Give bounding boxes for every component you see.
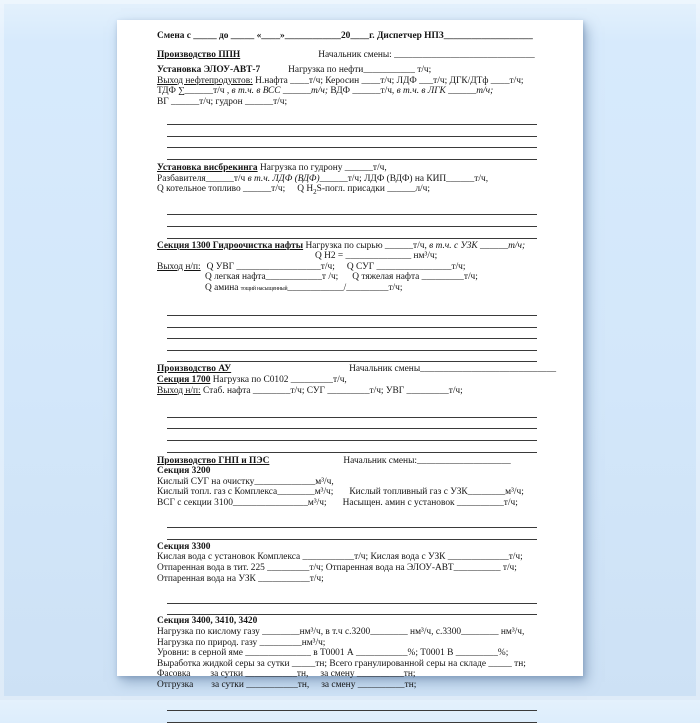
kisly-sug-line — [157, 477, 543, 488]
text-segment: ТДФ ∑______т/ч , — [157, 86, 232, 97]
section-gap — [157, 396, 543, 406]
text-segment: ______т/ч; ЛДФ (ВДФ) на КИП______т/ч, — [319, 173, 489, 184]
text-segment: S-погл. присадки ______л/ч; — [316, 184, 430, 195]
inline-spacer — [269, 462, 343, 463]
h2-line — [157, 251, 543, 262]
text-segment: Выход н/п: — [157, 261, 201, 272]
text-segment: Нагрузка по сырью ______т/ч, — [303, 240, 430, 251]
form-content — [157, 31, 557, 690]
text-segment: в т.ч. в ЛГК ______т/ч; — [396, 86, 494, 97]
write-in-line — [167, 406, 537, 418]
otparennaya-voda-line — [157, 563, 543, 574]
text-segment: Установка ЭЛОУ-АВТ-7 — [157, 65, 261, 76]
text-segment: Секция 1700 — [157, 375, 211, 386]
nafta-line — [157, 272, 543, 283]
write-in-line — [167, 215, 537, 227]
text-segment: Кислый топл. газ с Комплекса________м³/ч; — [157, 487, 334, 498]
text-segment: Секция 1300 Гидроочистка нафты — [157, 240, 304, 251]
shift-header-line — [157, 31, 543, 42]
write-in-line — [167, 441, 537, 453]
production-ppn-line — [157, 50, 543, 61]
text-segment: за смену __________тн; — [320, 669, 416, 680]
text-segment: Q легкая нафта____________т /ч; — [205, 272, 339, 283]
write-in-line — [167, 204, 537, 216]
text-segment: Кислый СУГ на очистку_____________м³/ч, — [157, 476, 334, 487]
kisly-gazu-line — [157, 627, 543, 638]
write-in-line — [167, 114, 537, 126]
fasovka-line — [157, 669, 543, 680]
text-segment: ВГ ______т/ч; гудрон ______т/ч; — [157, 96, 288, 107]
section-gap — [157, 584, 543, 592]
production-au-line — [157, 364, 557, 375]
kisly-gaz-line — [157, 487, 543, 498]
write-in-line — [167, 592, 537, 604]
kislaya-voda-line — [157, 552, 543, 563]
sekciya-3300-title — [157, 542, 543, 553]
inline-spacer — [309, 686, 321, 687]
text-segment: Начальник смены: ______________________________ — [318, 49, 535, 60]
write-in-line — [167, 711, 537, 723]
text-segment: Фасовка — [157, 669, 191, 680]
production-gnp-pes-line — [157, 456, 543, 467]
inline-spacer — [285, 190, 297, 191]
text-segment: ВДФ ______т/ч, — [328, 86, 397, 97]
text-segment: Q H2 = ______________ нм³/ч; — [315, 251, 438, 262]
write-in-line — [167, 604, 537, 616]
section-gap — [157, 42, 543, 50]
write-in-line — [167, 517, 537, 529]
section-gap — [157, 509, 543, 517]
text-segment: Н.нафта ____т/ч; Керосин ____т/ч; ЛДФ ___т/ч; ДГК/ДТф ____т/ч; — [252, 75, 524, 86]
text-segment: за сутки ___________тн, — [210, 669, 309, 680]
text-segment: Производство АУ — [157, 364, 232, 375]
elou-avt7-line — [157, 65, 543, 76]
text-segment: Выход нефтепродуктов: — [157, 75, 253, 86]
text-segment: Разбавителя______т/ч — [157, 173, 248, 184]
inline-spacer — [333, 493, 349, 494]
text-segment: Q амина — [205, 282, 241, 293]
razbavitel-line — [157, 174, 543, 185]
sekciya-3400-title — [157, 616, 543, 627]
text-segment: Кислый топливный газ с УЗК________м³/ч; — [349, 487, 524, 498]
text-segment: Уровни: в серной яме ______________ в Т0001 А ___________%; Т0001 В _________%; — [157, 648, 509, 659]
inline-spacer — [231, 370, 349, 371]
prirod-gazu-line — [157, 638, 543, 649]
text-segment: Секция 3400, 3410, 3420 — [157, 616, 258, 627]
text-segment: Отгрузка — [157, 679, 194, 690]
text-segment: Нагрузка по С0102 _________т/ч, — [210, 375, 347, 386]
text-segment: Смена с _____ до _____ «____»____________20____г. Диспетчер НПЗ___________________ — [157, 31, 533, 41]
write-in-line — [167, 429, 537, 441]
text-segment: Секция 3200 — [157, 466, 211, 477]
write-in-line — [167, 699, 537, 711]
text-segment: Выход н/п: — [157, 385, 201, 396]
inline-spacer — [335, 268, 347, 269]
text-segment: Кислая вода с установок Комплекса ___________т/ч; Кислая вода с УЗК _____________т/ч; — [157, 552, 523, 563]
text-segment: Установка висбрекинга — [157, 162, 258, 173]
text-segment: тощий насыщенный — [240, 285, 288, 292]
text-segment: Производство ГНП и ПЭС — [157, 455, 270, 466]
section-gap — [157, 293, 543, 304]
document-page — [117, 20, 583, 690]
visbreaking-line — [157, 163, 543, 174]
text-segment: Отпаренная вода в тит. 225 _________т/ч; Отпаренная вода на ЭЛОУ-АВТ__________ т/ч; — [157, 562, 517, 573]
text-segment: Нагрузка по нефти___________ т/ч; — [288, 65, 432, 76]
kotelnoe-toplivo-line — [157, 184, 543, 195]
write-in-line — [167, 339, 537, 351]
text-segment: Насыщен. амин с установок __________т/ч; — [342, 497, 518, 508]
write-in-line — [167, 351, 537, 363]
inline-spacer — [190, 675, 210, 676]
tdf-line — [157, 86, 543, 97]
text-segment: Q УВГ __________________т/ч; — [206, 261, 335, 272]
text-segment: Секция 3300 — [157, 541, 211, 552]
section-gap — [157, 690, 543, 699]
write-in-line — [167, 316, 537, 328]
write-in-line — [167, 148, 537, 160]
text-segment: в т.ч. с УЗК ______т/ч; — [429, 240, 526, 251]
write-in-line — [167, 328, 537, 340]
inline-spacer — [338, 278, 352, 279]
vg-gudron-line — [157, 97, 543, 108]
text-segment: Начальник смены:____________________ — [343, 455, 511, 466]
text-segment: Производство ППН — [157, 49, 241, 60]
text-segment: Q H — [297, 184, 314, 195]
write-in-line — [167, 304, 537, 316]
text-segment: Отпаренная вода на УЗК ___________т/ч; — [157, 573, 324, 584]
vyhod-np-1300-line — [157, 262, 543, 273]
text-segment: Выработка жидкой серы за сутки _____тн; Всего гранулированной серы на складе _____ тн; — [157, 658, 526, 669]
urovni-line — [157, 648, 543, 659]
write-in-line — [167, 418, 537, 430]
text-segment: Q котельное топливо ______т/ч; — [157, 184, 286, 195]
sekciya-3200-title — [157, 466, 543, 477]
write-in-line — [167, 227, 537, 239]
text-segment: в т.ч. в ВСС ______т/ч; — [231, 86, 328, 97]
amin-line — [157, 283, 543, 294]
text-segment: Q СУГ ________________т/ч; — [346, 261, 466, 272]
text-segment: Стаб. нафта ________т/ч; СУГ _________т/ч; УВГ _________т/ч; — [200, 385, 463, 396]
text-segment: Нагрузка по гудрону ______т/ч, — [257, 162, 387, 173]
inline-spacer — [308, 675, 320, 676]
vyhod-np-1700-line — [157, 386, 543, 397]
vyrabotka-sery-line — [157, 659, 543, 670]
text-segment: Начальник смены_____________________________ — [349, 364, 557, 375]
sekciya-1300-line — [157, 241, 543, 252]
inline-spacer — [240, 56, 318, 57]
text-segment: в т.ч. ЛДФ (ВДФ) — [247, 173, 320, 184]
write-in-line — [167, 125, 537, 137]
text-segment: 2 — [313, 188, 317, 196]
section-gap — [157, 195, 543, 204]
vsg-line — [157, 498, 543, 509]
text-segment: Нагрузка по природ. газу _________нм³/ч; — [157, 637, 326, 648]
vyhod-nefteproduktov-line — [157, 76, 543, 87]
text-segment: за смену __________тн; — [321, 679, 417, 690]
inline-spacer — [260, 71, 288, 72]
inline-spacer — [193, 686, 211, 687]
text-segment: Q тяжелая нафта _________т/ч; — [352, 272, 478, 283]
text-segment: ВСГ с секции 3100________________м³/ч; — [157, 497, 327, 508]
inline-spacer — [327, 504, 343, 505]
text-segment: Нагрузка по кислому газу ________нм³/ч, в т.ч с.3200________ нм³/ч, с.3300________ нм³/ч, — [157, 626, 525, 637]
write-in-line — [167, 528, 537, 540]
otgruzka-line — [157, 680, 543, 691]
otparennaya-uzk-line — [157, 574, 543, 585]
write-in-line — [167, 137, 537, 149]
sekciya-1700-line — [157, 375, 543, 386]
text-segment: за сутки ___________тн, — [211, 679, 310, 690]
text-segment: ____________/_________т/ч; — [287, 282, 403, 293]
